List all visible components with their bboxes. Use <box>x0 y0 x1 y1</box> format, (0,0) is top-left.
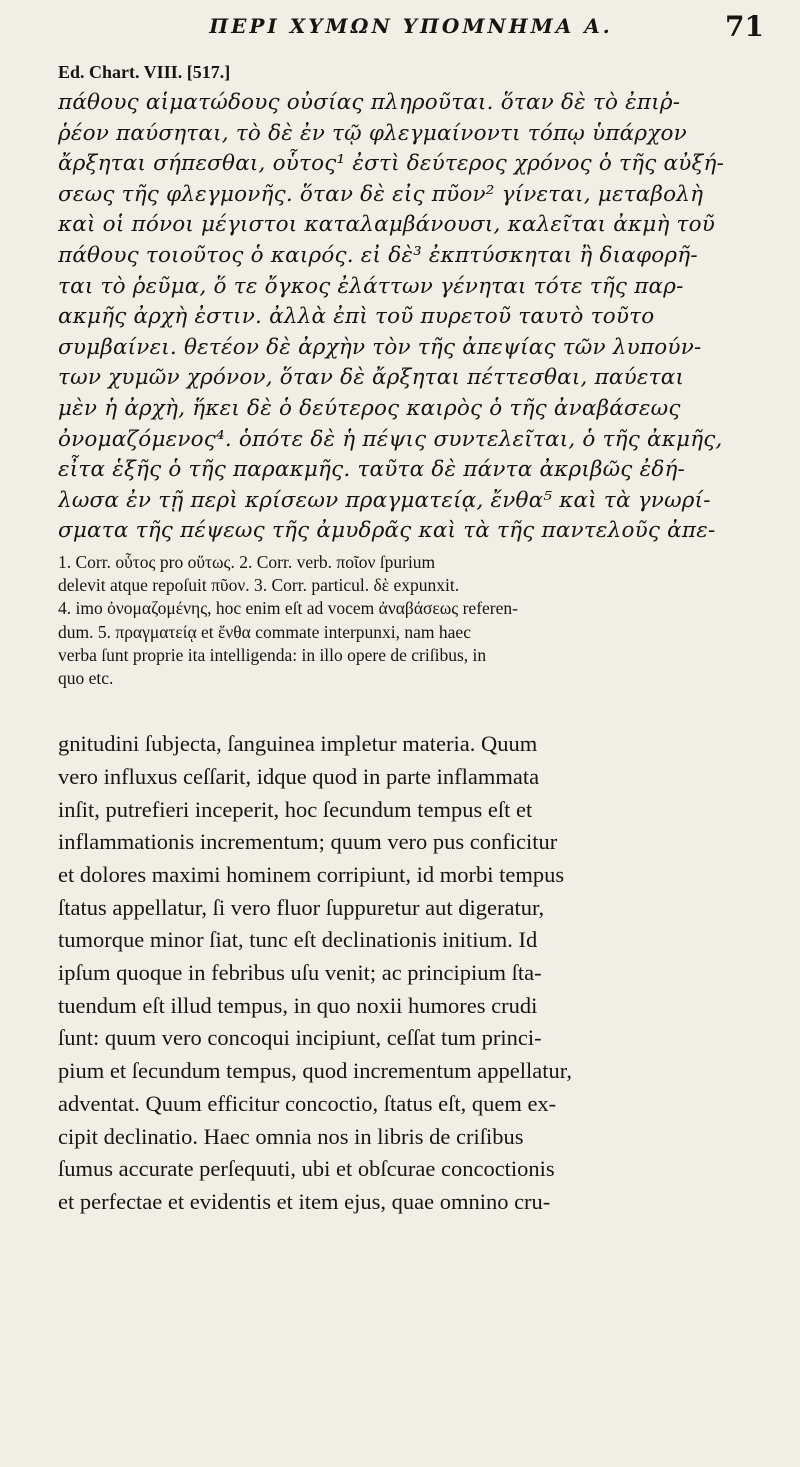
footnote-line: quo etc. <box>58 667 114 688</box>
greek-line: των χυμῶν χρόνον, ὅταν δὲ ἄρξηται πέττεσθαι, παύεται <box>58 365 685 391</box>
edition-reference: Ed. Chart. VIII. [517.] <box>58 62 231 82</box>
greek-line: λωσα ἐν τῇ περὶ κρίσεων πραγματείᾳ, ἔνθα⁵ καὶ τὰ γνωρί- <box>58 487 711 513</box>
greek-line: μὲν ἡ ἀρχὴ, ἥκει δὲ ὁ δεύτερος καιρὸς ὁ τῆς ἀναβάσεως <box>58 395 681 421</box>
greek-line: συμβαίνει. θετέον δὲ ἀρχὴν τὸν τῆς ἀπεψίας τῶν λυπούν- <box>58 334 702 360</box>
greek-line: καὶ οἱ πόνοι μέγιστοι καταλαμβάνουσι, καλεῖται ἀκμὴ τοῦ <box>58 212 716 238</box>
greek-line: πάθους τοιοῦτος ὁ καιρός. εἰ δὲ³ ἐκπτύσκηται ἢ διαφορῆ- <box>58 242 698 268</box>
footnote-line: 1. Corr. οὗτος pro οὕτως. 2. Corr. verb. ποῖον ſpurium <box>58 551 436 572</box>
greek-line: εἶτα ἑξῆς ὁ τῆς παρακμῆς. ταῦτα δὲ πάντα ἀκριβῶς ἐδή- <box>58 457 686 483</box>
latin-line: adventat. Quum efficitur concoctio, ſtatus eſt, quem ex- <box>58 1090 557 1116</box>
latin-line: ſumus accurate perſequuti, ubi et obſcurae concoctionis <box>58 1156 555 1182</box>
latin-line: pium et ſecundum tempus, quod incrementum appellatur, <box>58 1058 572 1084</box>
greek-line: σματα τῆς πέψεως τῆς ἀμυδρᾶς καὶ τὰ τῆς παντελοῦς ἀπε- <box>58 518 716 544</box>
running-title: ΠΕΡΙ ΧΥΜΩΝ ΥΠΟΜΝΗΜΑ Α. <box>209 14 613 38</box>
latin-line: tumorque minor ſiat, tunc eſt declinationis initium. Id <box>58 927 538 953</box>
greek-line: σεως τῆς φλεγμονῆς. ὅταν δὲ εἰς πῦον² γίνεται, μεταβολὴ <box>58 181 704 207</box>
greek-text-block <box>58 88 764 547</box>
latin-line: inſit, putrefieri inceperit, hoc ſecundum tempus eſt et <box>58 796 533 822</box>
latin-line: gnitudini ſubjecta, ſanguinea impletur materia. Quum <box>58 731 538 757</box>
page-number: 71 <box>725 10 764 43</box>
latin-line: vero influxus ceſſarit, idque quod in parte inflammata <box>58 763 540 789</box>
latin-line: cipit declinatio. Haec omnia nos in libris de criſibus <box>58 1123 524 1149</box>
latin-line: ipſum quoque in febribus uſu venit; ac principium ſta- <box>58 960 542 986</box>
greek-line: πάθους αἱματώδους οὐσίας πληροῦται. ὅταν δὲ τὸ ἐπιῤ- <box>58 90 681 115</box>
greek-line: ἄρξηται σήπεσθαι, οὗτος¹ ἐστὶ δεύτερος χρόνος ὁ τῆς αὐξή- <box>58 151 725 177</box>
greek-line: ται τὸ ῥεῦμα, ὅ τε ὄγκος ἐλάττων γένηται τότε τῆς παρ- <box>58 273 684 299</box>
latin-line: inflammationis incrementum; quum vero pus conficitur <box>58 829 558 855</box>
greek-line: ακμῆς ἀρχὴ ἐστιν. ἀλλὰ ἐπὶ τοῦ πυρετοῦ ταυτὸ τοῦτο <box>58 304 655 330</box>
latin-line: ſunt: quum vero concoqui incipiunt, ceſſat tum princi- <box>58 1025 542 1051</box>
running-head <box>58 0 764 60</box>
footnote-line: verba ſunt proprie ita intelligenda: in illo opere de criſibus, in <box>58 644 487 665</box>
latin-line: tuendum eſt illud tempus, in quo noxii humores crudi <box>58 992 538 1018</box>
latin-line: et dolores maximi hominem corripiunt, id morbi tempus <box>58 861 565 887</box>
footnote-line: delevit atque repoſuit πῦον. 3. Corr. particul. δὲ expunxit. <box>58 575 460 596</box>
footnote-line: dum. 5. πραγματείᾳ et ἔνθα commate interpunxi, nam haec <box>58 621 471 642</box>
greek-line: ὀνομαζόμενος⁴. ὁπότε δὲ ἡ πέψις συντελεῖται, ὁ τῆς ἀκμῆς, <box>58 426 723 452</box>
latin-text-block <box>58 728 764 1219</box>
latin-line: ſtatus appellatur, ſi vero fluor ſuppuretur aut digeratur, <box>58 894 545 920</box>
greek-line: ῥέον παύσηται, τὸ δὲ ἐν τῷ φλεγμαίνοντι τόπῳ ὑπάρχον <box>58 120 687 146</box>
latin-line: et perfectae et evidentis et item ejus, quae omnino cru- <box>58 1188 551 1214</box>
footnotes-block <box>58 551 764 690</box>
footnote-line: 4. imo ὀνομαζομένης, hoc enim eſt ad vocem ἀναβάσεως referen- <box>58 598 518 619</box>
